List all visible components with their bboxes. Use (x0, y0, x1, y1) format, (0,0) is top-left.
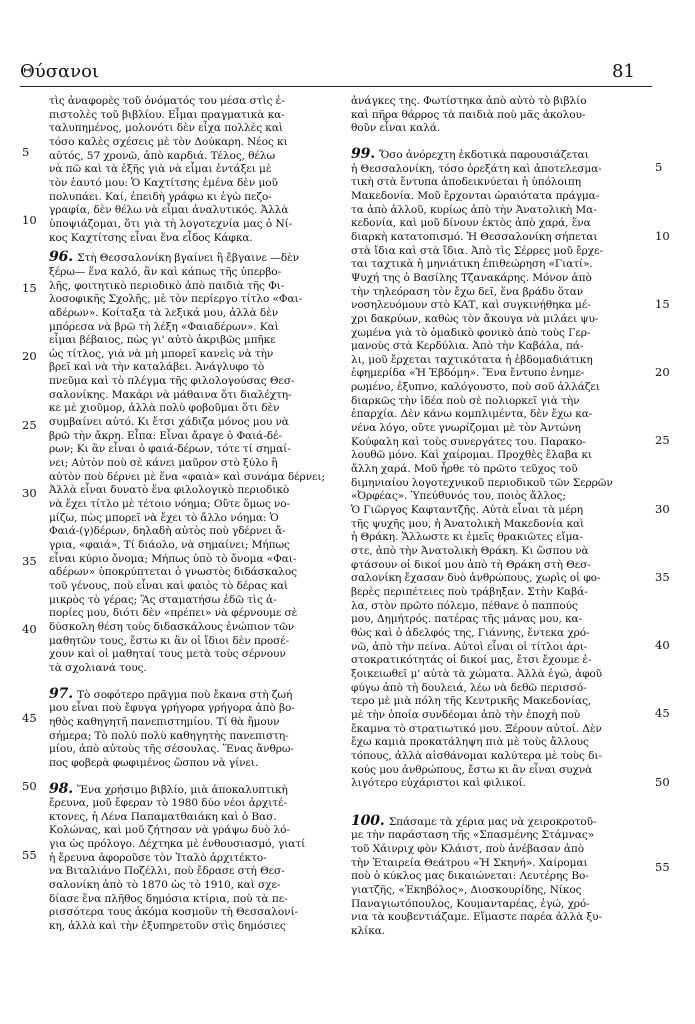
text-line: λα, στὸν πρῶτο πόλεμο, πέθανε ὁ παππούς (351, 599, 578, 612)
text-line: τὸν ἑαυτό μου: Ὁ Καχτίτσης ἐμένα δὲν μοῦ (49, 176, 278, 189)
text-line: τῆς ψυχῆς μου, ἡ Ἀνατολικὴ Μακεδονία καὶ (351, 517, 585, 530)
text-line: αδέρων» ὑποκρύπτεται ὁ γνωστὸς διδάσκαλος (49, 566, 298, 579)
text-line: μὲ τὴν ὁποία συνδέομαι ἀπὸ τὴν ἐποχὴ ποὺ (351, 708, 581, 721)
page-number: 81 (612, 61, 635, 82)
text-line: βερὲς περιπέτειες ποὺ τράβηξαν. Στὴν Καβά- (351, 585, 588, 598)
entry-number: 98. (49, 780, 74, 797)
text-line: μίου, ἀπὸ αὐτοὺς τῆς σέσουλας. Ἕνας ἄνθρω- (49, 743, 294, 756)
text-line: στὰ ἴδια καὶ στὰ ἴδια. Ἀπὸ τὶς Σέρρες μοῦ ἔρχε- (351, 244, 603, 257)
text-line: κούς μου ἀνθρώπους, ἔστω κι ἂν εἶναι συχνὰ (351, 763, 593, 776)
text-line: Ὁ Γιῶργος Καφταντζῆς. Αὐτὰ εἶναι τὰ μέρη (351, 504, 583, 517)
text-line: ρωμένο, ἐξυπνο, καλόγουστο, ποὺ σοῦ ἀλλάζει (351, 381, 600, 394)
text-line: χρι δακρύων, καθὼς τὸν ἄκουγα νὰ μιλάει ψυ- (351, 312, 599, 325)
text-line: μπόρεσα νὰ βρῶ τὴ λέξη «Φαιαδέρων». Καὶ (49, 320, 279, 333)
text-line: αὐτός, 57 χρονῶ, ἀπὸ καρδιά. Τέλος, θέλω (49, 149, 276, 162)
text-line: φτάσουν οἱ δικοί μου ἀπὸ τὴ Θράκη στὴ Θεσ- (351, 558, 591, 571)
paragraph-lines (49, 797, 349, 934)
entry-number: 97. (49, 685, 74, 702)
text-line: μαθητῶν τους, ἔστω κι ἂν οἱ ἴδιοι δὲν προσέ- (49, 634, 290, 647)
text-line: κος Καχτίτσης εἶναι ἕνα εἶδος Κάφκα. (49, 231, 253, 244)
entry-number: 99. (351, 145, 376, 162)
text-line: τοῦ γένους, ποὺ εἶναι καὶ φαιὸς τὸ δέρας καὶ (49, 579, 289, 592)
text-line: μικρὸς τὸ γέρας; Ἂς σταματήσω ἐδῶ τὶς ἀ- (49, 593, 277, 606)
paragraph-lines (49, 95, 349, 245)
text-line: Κολώνας, καὶ μοῦ ζήτησαν νὰ γράψω δυὸ λό- (49, 824, 290, 837)
line-number-left: 35 (22, 554, 37, 569)
text-line: δίασε ἕνα πλῆθος δημόσια κτίρια, ποὺ τὰ πε- (49, 892, 288, 905)
text-line: ἡ Θεσσαλονίκη, τόσο ὀρεξάτη καὶ ἀποτελεσμα- (351, 162, 602, 175)
text-line: ἡ Θράκη. Ἄλλωστε κι ἐμεῖς θρακιῶτες εἴμα- (351, 531, 583, 544)
text-line: πος φοβερὰ φωφιμένος ὥσπου νὰ γίνει. (49, 756, 259, 769)
text-line: Ψυχή της ὁ Βασίλης Τζανακάρης. Μόνον ἀπὸ (351, 271, 592, 284)
text-line: πιστολὲς τοῦ βιβλίου. Εἶμαι πραγματικὰ κα- (49, 108, 285, 121)
text-line: ὡς τίτλος, γιὰ νὰ μὴ μπορεῖ κανεὶς νὰ τὴν (49, 347, 274, 360)
text-line: λοσοφικῆς Σχολῆς, μὲ τὸν περίεργο τίτλο «Φαι- (49, 293, 303, 306)
line-number-right: 40 (655, 638, 670, 652)
text-line: ξοικειωθεῖ μ' αὐτὰ τὰ χώματα. Ἀλλὰ ἐγώ, ἀφοῦ (351, 667, 603, 680)
text-line: Κούφαλη καὶ τοὺς συνεργάτες του. Παρακο- (351, 435, 586, 448)
entry-first-line: Ὅσο ἀνόρεχτη ἐκδοτικὰ παρουσιάζεται (379, 148, 589, 161)
text-line: ἀνάγκες της. Φωτίστηκα ἀπὸ αὐτὸ τὸ βιβλίο (351, 95, 587, 107)
text-line: μίζω, πὼς μπορεῖ νὰ ἔχει τὸ ἄλλο νόημα: Ὁ (49, 511, 279, 524)
right-column (351, 95, 651, 939)
line-number-right: 25 (655, 433, 670, 448)
line-number-right: 20 (655, 365, 670, 379)
text-line: μου εἶναι ποὺ ἔφυγα γρήγορα γρήγορα ἀπὸ βο- (49, 702, 295, 715)
entry-number: 96. (49, 249, 74, 266)
text-line: ηθὸς καθηγητῆ πανεπιστημίου. Τί θὰ ἤμουν (49, 715, 280, 728)
entry-95-continuation (49, 95, 349, 245)
line-number-right: 15 (655, 296, 670, 311)
text-line: κε μὲ χιοῦμορ, ἀλλὰ πολὺ φοβοῦμαι ὅτι δὲν (49, 402, 280, 415)
text-line: τα ἀπὸ ἀλλοῦ, κυρίως ἀπὸ τὴν Ἀνατολικὴ Μα- (351, 203, 597, 216)
line-number-left: 40 (22, 622, 37, 637)
text-line: χουν καὶ οἱ μαθηταί τους μετὰ τοὺς σέρνουν (49, 648, 286, 661)
line-number-right: 5 (655, 160, 663, 175)
text-line: διαρκῶς τὴν ἰδέα ποὺ σὲ πολιορκεῖ γιὰ τὴν (351, 394, 580, 407)
text-line: ἄλλη χαρά. Μοῦ ἦρθε τὸ πρῶτο τεῦχος τοῦ (351, 463, 578, 476)
text-line: συμβαίνει αὐτό. Κι ἔτσι χάδιζα μόνος μου νὰ (49, 416, 289, 429)
text-line: κη, ἀλλὰ καὶ τὴν ἐξυπηρετοῦν στὶς δημόσιες (49, 920, 286, 933)
entry-first-line: Σπάσαμε τὰ χέρια μας νὰ χειροκροτοῦ- (388, 815, 597, 828)
text-line: εἶμαι βέβαιος, πὼς γι' αὐτὸ ἀκριβῶς μπῆκε (49, 334, 276, 347)
text-line: για ὡς πρόλογο. Δέχτηκα μὲ ἐνθουσιασμό, γιατί (49, 838, 306, 851)
text-line: Ἀλλὰ εἶναι δυνατὸ ἕνα φιλολογικὸ περιοδικὸ (49, 484, 290, 497)
entry-first-line: Τὸ σοφότερο πρᾶγμα ποὺ ἔκανα στὴ ζωή (77, 688, 293, 701)
text-line: «Ὀρφέας». Ὑπεύθυνός του, ποιὸς ἄλλος; (351, 490, 566, 503)
entry-96 (49, 251, 349, 675)
text-line: γιατζῆς, «Ἐκηβόλος», Διοσκουρίδης, Νίκος (351, 884, 582, 897)
text-line: Φαιά-(γ)δέρων, δηλαδὴ αὐτὸς ποὺ γδέρνει ἄ- (49, 525, 286, 538)
text-line: τὰ σχολιανά τους. (49, 661, 147, 674)
text-line: νένα λόγο, οὔτε γνωρίζομαι μὲ τὸν Ἀντώνη (351, 422, 581, 435)
line-number-left: 30 (22, 485, 37, 500)
text-line: τὴν Ἑταιρεία Θεάτρου «Ἡ Σκηνή». Χαίρομαι (351, 856, 588, 869)
text-line: τὶς ἀναφορὲς τοῦ ὀνόματός του μέσα στὶς ἐ- (49, 95, 285, 107)
text-line: τικὴ στὰ ἔντυπα ἀποδεικνύεται ἡ ὑπόλοιπη (351, 176, 581, 189)
text-line: νει; Αὐτὸν ποὺ σὲ κάνει μαῦρον στὸ ξύλο ἢ (49, 457, 278, 470)
text-line: ταλυπημένος, μολονότι δὲν εἶχα πολλὲς καὶ (49, 122, 283, 135)
header-rule (20, 86, 652, 87)
text-line: μου, Δημήτρός. πατέρας τῆς μάνας μου, κα- (351, 613, 583, 626)
text-line: ἔχω καμιὰ προκατάληψη πιὰ μὲ τοὺς ἄλλους (351, 736, 589, 749)
entry-98 (49, 780, 349, 934)
text-line: βρῶ τὴν ἄκρη. Εἶπα: Εἶναι ἄραγε ὁ Φαιά-δέ- (49, 429, 282, 442)
entry-97 (49, 685, 349, 771)
line-number-right: 50 (655, 774, 670, 789)
paragraph-lines (49, 266, 349, 676)
entry-number: 100. (351, 812, 385, 829)
text-line: αδέρων». Κοίταξα τὰ λεξικά μου, ἀλλὰ δὲν (49, 306, 279, 319)
text-line: θοῦν εἶναι καλά. (351, 122, 441, 135)
text-line: στοκρατικότητάς οἱ δικοί μας, ἔτσι ἔχουμε ἐ- (351, 654, 592, 667)
text-line: ἡ ἔρευνα ἀφοροῦσε τὸν Ἰταλὸ ἀρχιτέκτο- (49, 851, 267, 864)
line-number-left: 15 (22, 281, 37, 296)
text-line: δύσκολη θέση τοὺς διδασκάλους ἐνώπιον τῶν (49, 620, 295, 633)
text-line: πολυπάει. Καί, ἐπειδὴ γράφω κι ἐγὼ πεζο- (49, 190, 272, 203)
text-line: ἐπαρχία. Δὲν κάνω κομπλιμέντα, δὲν ἔχω κα- (351, 408, 593, 421)
paragraph-lines (351, 95, 651, 136)
line-number-left: 5 (22, 144, 30, 159)
text-line: διαρκὴ κατατοπισμό. Ἡ Θεσσαλονίκη σήπεται (351, 230, 598, 243)
text-line: σαλονίκης. Μακάρι νὰ μάθαινα ὅτι διαλέχτη- (49, 388, 292, 401)
text-line: διμηνιαίου λογοτεχνικοῦ περιοδικοῦ τῶν Σερρῶν (351, 476, 613, 489)
text-line: Μακεδονία. Μοῦ ἔρχονται ὡραιότατα πράγμα- (351, 189, 600, 202)
text-line: νὰ ἔχει τίτλο μὲ τέτοιο νόημα; Οὔτε ὅμως νο- (49, 498, 291, 511)
text-line: λιγότερο εὐχάριστοι καὶ φιλικοί. (351, 777, 526, 790)
entry-98-continuation (351, 95, 651, 136)
line-number-left: 10 (22, 212, 37, 227)
text-line: μανοὺς στὰ Κερδύλια. Ἀπὸ τὴν Καβάλα, πά- (351, 340, 584, 353)
text-line: βρεῖ καὶ νὰ τὴν καταλάβει. Ἀνάγλυφο τὸ (49, 361, 265, 374)
text-line: γρια, «φαιά», Τί διάολο, νὰ σημαίνει; Μήπως (49, 539, 290, 551)
text-line: λι, μοῦ ἔρχεται ταχτικότατα ἡ ἑβδομαδιάτικη (351, 353, 593, 366)
text-line: νια τὰ κουβεντιάζαμε. Εἴμαστε παρέα ἀλλὰ ξυ- (351, 911, 602, 924)
text-line: χωμένα γιὰ τὸ ὁμαδικὸ φονικὸ ἀπὸ τοὺς Γερ- (351, 326, 591, 339)
text-line: τόσο καλὲς σχέσεις μὲ τὸν Δούκαρη. Νέος κι (49, 135, 288, 148)
left-column (49, 95, 349, 934)
text-line: ἐφημερίδα «Ἡ Ἑβδόμη». Ἕνα ἔντυπο ἐνημε- (351, 367, 585, 380)
text-line: σαλονίκη ἀπὸ τὸ 1870 ὡς τὸ 1910, καὶ σχε- (49, 879, 281, 892)
text-line: νὰ πῶ καὶ τὰ ἑξῆς γιὰ νὰ εἶμαι ἐντάξει μὲ (49, 163, 272, 176)
line-number-left: 50 (22, 779, 37, 794)
text-line: τόπους, ἀλλὰ αἰσθάνομαι καλύτερα μὲ τοὺς δι- (351, 749, 602, 762)
line-number-left: 20 (22, 349, 37, 364)
text-line: τερο μὲ μιὰ πόλη τῆς Κεντρικῆς Μακεδονίας, (351, 695, 592, 708)
text-line: στε, ἀπὸ τὴν Ἀνατολικὴ Θράκη. Κι ὥσπου νὰ (351, 545, 589, 557)
paragraph-lines (351, 163, 651, 791)
text-line: τὴν τηλεόραση τὸν ἔχω δεῖ, ἕνα βράδυ ὅταν (351, 285, 584, 298)
text-line: φύγω ἀπὸ τὴ δουλειά, λέω νὰ δεθῶ περισσό- (351, 681, 587, 694)
text-line: σήμερα; Τὸ πολὺ πολὺ καθηγητὴς πανεπιστη- (49, 729, 289, 742)
text-line: ξέρω— ἕνα καλό, ἂν καὶ κάπως τῆς ὑπερβο- (49, 265, 282, 278)
line-number-right: 45 (655, 706, 670, 721)
text-line: κλίκα. (351, 925, 386, 938)
text-line: ἔρευνα, μοῦ ἔφεραν τὸ 1980 δύο νέοι ἀρχιτέ- (49, 797, 287, 810)
entry-100 (351, 812, 651, 939)
running-header-title: Θύσανοι (20, 61, 99, 82)
line-number-right: 35 (655, 569, 670, 584)
text-line: Παναγιωτόπουλος, Κουμανταρέας, ἐγώ, χρό- (351, 897, 590, 910)
line-number-left: 55 (22, 847, 37, 862)
line-number-right: 10 (655, 228, 670, 243)
line-number-left: 25 (22, 417, 37, 432)
text-line: τοῦ Χάινριχ φὸν Κλάιστ, ποὺ ἀνέβασαν ἀπὸ (351, 843, 585, 856)
text-line: ὑποψιάζομαι, ὅτι γιὰ τὴ λογοτεχνία μας ὁ Νί- (49, 217, 293, 230)
text-line: με τὴν παράσταση τῆς «Σπασμένης Στάμνας» (351, 829, 595, 842)
text-line: ρισσότερα τους ἀκόμα κοσμοῦν τὴ Θεσσαλονί- (49, 906, 299, 919)
text-line: γραφία, δὲν θέλω νὰ εἶμαι ἀναλυτικός. Ἀλλὰ (49, 204, 289, 217)
text-line: ρων; Κι ἂν εἶναι ὁ φαιά-δέρων, τότε τί σημαί- (49, 443, 291, 456)
entry-first-line: Στὴ Θεσσαλονίκη βγαίνει ἢ ἔβγαινε —δὲν (77, 252, 299, 265)
text-line: αὐτὸν ποὺ δέρνει μὲ ἕνα «φαιὰ» καὶ συνάμα δέρνει; (49, 470, 325, 483)
line-number-left: 45 (22, 711, 37, 726)
text-line: λουθῶ μόνο. Καὶ χαίρομαι. Προχθὲς ἔλαβα κι (351, 449, 592, 462)
line-number-right: 55 (655, 860, 670, 875)
text-line: κτονες, ἡ Λένα Παπαματθαιάκη καὶ ὁ Βασ. (49, 810, 277, 823)
line-number-right: 30 (655, 501, 670, 516)
text-line: ἔκαμνα τὸ στρατιωτικό μου. Ξέρουν αὐτοί. Δὲν (351, 722, 602, 735)
entry-first-line: Ἕνα χρήσιμο βιβλίο, μιὰ ἀποκαλυπτικὴ (77, 783, 288, 796)
text-line: πνεῦμα καὶ τὸ πλέγμα τῆς φιλολογούσας Θεσ- (49, 375, 295, 388)
text-line: εἶναι κύριο ὄνομα; Μήπως ὑπὸ τὸ ὄνομα «Φαι- (49, 552, 297, 565)
text-line: σαλονίκη ἔχασαν δυὸ ἀνθρώπους, χωρὶς οἱ φο- (351, 572, 601, 585)
text-line: πορίες μου, διότι δὲν «πρέπει» νὰ φέρνουμε σὲ (49, 607, 298, 620)
text-line: να Βιταλιάνο Ποζέλλι, ποὺ ἔδρασε στὴ Θεσ- (49, 865, 285, 878)
text-line: κεδονία, καὶ μοῦ δίνουν ἐκτὸς ἀπὸ χαρά, ἕνα (351, 217, 591, 230)
text-line: νῶ, ἀπὸ τὴν πείνα. Αὐτοὶ εἶναι οἱ τίτλοι ἀρι- (351, 640, 588, 653)
text-line: νοσηλευόμουν στὸ ΚΑΤ, καὶ συγκινήθηκα μέ- (351, 299, 591, 312)
text-line: λῆς, φοιτητικὸ περιοδικὸ ἀπὸ παιδιὰ τῆς Φι- (49, 279, 285, 292)
paragraph-lines (351, 829, 651, 938)
text-line: ποὺ ὁ κύκλος μας δικαιώνεται: Λευτέρης Βο- (351, 870, 589, 883)
paragraph-lines (49, 702, 349, 770)
text-line: ται ταχτικὰ ἡ μηνιάτικη ἐπιθεώρηση «Γιατί». (351, 258, 593, 271)
entry-99 (351, 145, 651, 791)
text-line: καὶ πῆρα θάρρος τὰ παιδιὰ ποὺ μᾶς ἀκολου- (351, 108, 586, 121)
text-line: θὼς καὶ ὁ ἀδελφός της, Γιάννης, ἔντεκα χρό- (351, 626, 590, 639)
